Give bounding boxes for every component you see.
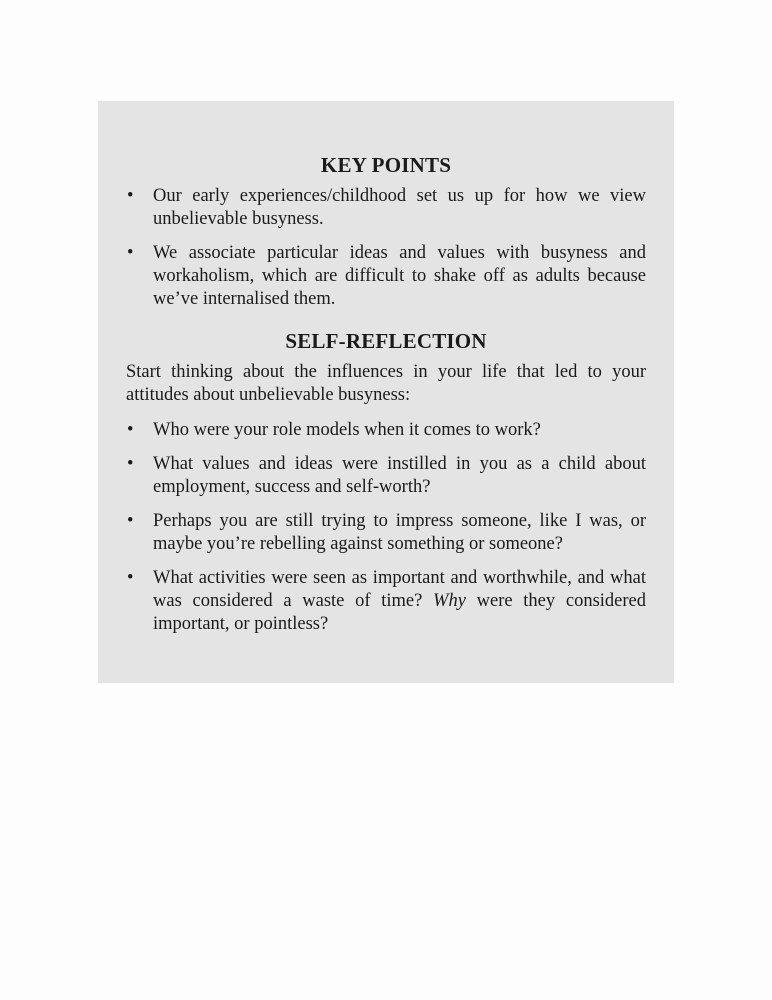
- bullet-icon: •: [127, 243, 134, 263]
- list-item-text: Who were your role models when it comes to work?: [153, 420, 541, 440]
- list-item-text-start: What activities were seen as important and worthwhile, and what was considered a waste of time?: [153, 568, 646, 611]
- list-item: [126, 185, 646, 231]
- list-item-text: [153, 568, 646, 634]
- list-item-text: What values and ideas were instilled in you as a child about employment, success and self-worth?: [153, 454, 646, 497]
- list-item-text: Our early experiences/childhood set us up for how we view unbelievable busyness.: [153, 186, 646, 229]
- key-points-heading: KEY POINTS: [320, 153, 452, 177]
- bullet-icon: •: [127, 186, 134, 206]
- self-reflection-list: [126, 419, 646, 636]
- bullet-icon: •: [127, 511, 134, 531]
- list-item-text-end: were they considered important, or pointless?: [153, 591, 646, 634]
- self-reflection-heading: SELF-REFLECTION: [285, 329, 487, 353]
- bullet-icon: •: [127, 454, 134, 474]
- self-reflection-intro: Start thinking about the influences in your life that led to your attitudes about unbelievable busyness:: [126, 362, 646, 405]
- list-item-text: Perhaps you are still trying to impress someone, like I was, or maybe you’re rebelling against something or someone?: [153, 511, 646, 554]
- list-item: [126, 567, 646, 636]
- list-item-text: We associate particular ideas and values with busyness and workaholism, which are difficult to shake off as adults because we’ve internalised them.: [153, 243, 646, 309]
- emphasis-text: Why: [433, 591, 466, 611]
- list-item: [126, 453, 646, 499]
- key-points-box: [98, 101, 674, 683]
- bullet-icon: •: [127, 568, 134, 588]
- bullet-icon: •: [127, 420, 134, 440]
- list-item: [126, 419, 646, 442]
- key-points-list: [126, 185, 646, 311]
- list-item: [126, 510, 646, 556]
- list-item: [126, 242, 646, 311]
